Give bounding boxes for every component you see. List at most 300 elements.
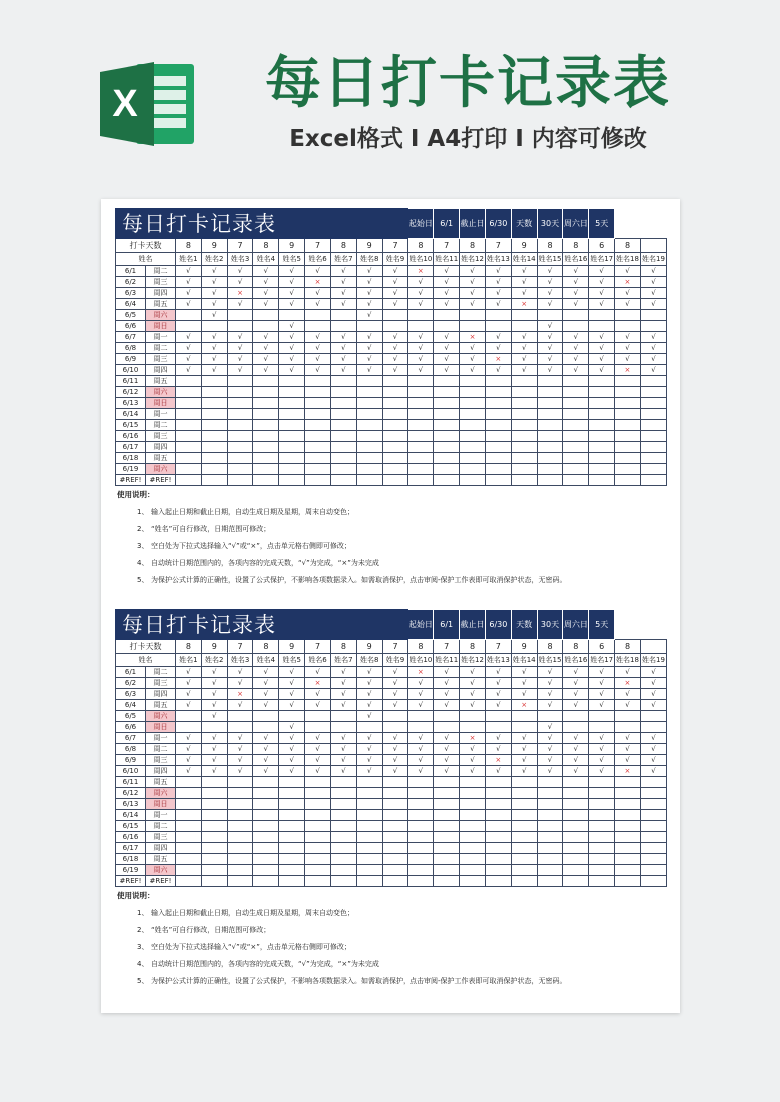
check-cell[interactable] <box>305 832 331 843</box>
check-cell[interactable]: √ <box>589 733 615 744</box>
check-cell[interactable] <box>201 376 227 387</box>
check-cell[interactable]: √ <box>330 678 356 689</box>
check-cell[interactable]: √ <box>305 744 331 755</box>
check-cell[interactable] <box>227 387 253 398</box>
check-cell[interactable] <box>253 821 279 832</box>
check-cell[interactable]: √ <box>563 678 589 689</box>
check-cell[interactable] <box>563 409 589 420</box>
check-cell[interactable]: √ <box>330 332 356 343</box>
check-cell[interactable] <box>460 854 486 865</box>
check-cell[interactable] <box>408 722 434 733</box>
check-cell[interactable] <box>615 420 641 431</box>
check-cell[interactable] <box>615 777 641 788</box>
check-cell[interactable]: √ <box>227 365 253 376</box>
check-cell[interactable]: × <box>227 689 253 700</box>
check-cell[interactable]: √ <box>227 277 253 288</box>
check-cell[interactable] <box>615 321 641 332</box>
check-cell[interactable] <box>279 409 305 420</box>
check-cell[interactable] <box>330 464 356 475</box>
check-cell[interactable] <box>279 442 305 453</box>
check-cell[interactable] <box>537 843 563 854</box>
check-cell[interactable] <box>640 821 666 832</box>
check-cell[interactable] <box>408 821 434 832</box>
check-cell[interactable] <box>589 854 615 865</box>
check-cell[interactable]: √ <box>485 266 511 277</box>
check-cell[interactable] <box>615 409 641 420</box>
check-cell[interactable] <box>589 865 615 876</box>
check-cell[interactable] <box>176 420 202 431</box>
check-cell[interactable] <box>227 453 253 464</box>
check-cell[interactable] <box>485 722 511 733</box>
check-cell[interactable]: √ <box>330 365 356 376</box>
check-cell[interactable]: √ <box>330 755 356 766</box>
check-cell[interactable] <box>434 409 460 420</box>
check-cell[interactable] <box>279 876 305 887</box>
check-cell[interactable] <box>408 788 434 799</box>
check-cell[interactable] <box>511 453 537 464</box>
check-cell[interactable]: √ <box>615 733 641 744</box>
check-cell[interactable]: √ <box>176 766 202 777</box>
check-cell[interactable] <box>615 821 641 832</box>
check-cell[interactable] <box>330 387 356 398</box>
check-cell[interactable]: √ <box>563 354 589 365</box>
check-cell[interactable]: √ <box>227 667 253 678</box>
check-cell[interactable] <box>253 398 279 409</box>
check-cell[interactable]: √ <box>615 343 641 354</box>
check-cell[interactable]: √ <box>640 689 666 700</box>
check-cell[interactable] <box>176 810 202 821</box>
check-cell[interactable] <box>279 475 305 486</box>
check-cell[interactable] <box>640 376 666 387</box>
check-cell[interactable] <box>434 475 460 486</box>
name-cell[interactable]: 姓名15 <box>537 654 563 667</box>
check-cell[interactable]: × <box>615 277 641 288</box>
check-cell[interactable]: √ <box>253 733 279 744</box>
check-cell[interactable]: √ <box>485 689 511 700</box>
check-cell[interactable] <box>563 799 589 810</box>
check-cell[interactable] <box>537 876 563 887</box>
check-cell[interactable] <box>537 409 563 420</box>
check-cell[interactable] <box>485 321 511 332</box>
check-cell[interactable]: √ <box>460 299 486 310</box>
check-cell[interactable] <box>589 832 615 843</box>
check-cell[interactable]: √ <box>589 277 615 288</box>
check-cell[interactable] <box>511 398 537 409</box>
check-cell[interactable] <box>408 854 434 865</box>
check-cell[interactable] <box>537 821 563 832</box>
check-cell[interactable] <box>305 788 331 799</box>
check-cell[interactable] <box>434 711 460 722</box>
check-cell[interactable]: × <box>408 266 434 277</box>
check-cell[interactable]: √ <box>253 299 279 310</box>
check-cell[interactable] <box>563 464 589 475</box>
check-cell[interactable] <box>408 409 434 420</box>
check-cell[interactable]: × <box>460 733 486 744</box>
check-cell[interactable]: √ <box>356 733 382 744</box>
check-cell[interactable] <box>227 821 253 832</box>
check-cell[interactable]: √ <box>434 678 460 689</box>
check-cell[interactable] <box>589 420 615 431</box>
check-cell[interactable]: √ <box>434 266 460 277</box>
check-cell[interactable]: √ <box>356 277 382 288</box>
check-cell[interactable]: √ <box>589 700 615 711</box>
check-cell[interactable]: √ <box>227 266 253 277</box>
check-cell[interactable]: √ <box>485 343 511 354</box>
check-cell[interactable] <box>485 832 511 843</box>
check-cell[interactable]: √ <box>408 277 434 288</box>
check-cell[interactable] <box>356 799 382 810</box>
check-cell[interactable] <box>589 442 615 453</box>
check-cell[interactable]: √ <box>511 332 537 343</box>
check-cell[interactable]: √ <box>201 343 227 354</box>
check-cell[interactable]: √ <box>305 288 331 299</box>
check-cell[interactable]: √ <box>201 744 227 755</box>
check-cell[interactable]: √ <box>305 755 331 766</box>
check-cell[interactable]: √ <box>563 700 589 711</box>
check-cell[interactable] <box>305 843 331 854</box>
check-cell[interactable] <box>615 310 641 321</box>
name-cell[interactable]: 姓名10 <box>408 253 434 266</box>
check-cell[interactable] <box>176 865 202 876</box>
name-cell[interactable]: 姓名11 <box>434 654 460 667</box>
check-cell[interactable] <box>434 832 460 843</box>
check-cell[interactable]: √ <box>382 288 408 299</box>
check-cell[interactable] <box>589 799 615 810</box>
check-cell[interactable] <box>408 876 434 887</box>
name-cell[interactable]: 姓名12 <box>460 253 486 266</box>
check-cell[interactable] <box>511 321 537 332</box>
check-cell[interactable] <box>408 810 434 821</box>
check-cell[interactable] <box>485 387 511 398</box>
check-cell[interactable]: × <box>485 755 511 766</box>
check-cell[interactable]: √ <box>640 365 666 376</box>
check-cell[interactable] <box>227 398 253 409</box>
check-cell[interactable]: √ <box>356 332 382 343</box>
name-cell[interactable]: 姓名2 <box>201 253 227 266</box>
check-cell[interactable]: √ <box>537 354 563 365</box>
name-cell[interactable]: 姓名7 <box>330 654 356 667</box>
check-cell[interactable] <box>330 722 356 733</box>
check-cell[interactable] <box>253 832 279 843</box>
check-cell[interactable]: √ <box>640 354 666 365</box>
check-cell[interactable] <box>589 321 615 332</box>
check-cell[interactable] <box>382 431 408 442</box>
check-cell[interactable]: √ <box>563 299 589 310</box>
check-cell[interactable] <box>330 431 356 442</box>
check-cell[interactable] <box>279 843 305 854</box>
check-cell[interactable]: √ <box>640 277 666 288</box>
check-cell[interactable] <box>201 431 227 442</box>
check-cell[interactable] <box>201 843 227 854</box>
check-cell[interactable] <box>227 420 253 431</box>
check-cell[interactable]: √ <box>537 766 563 777</box>
check-cell[interactable]: √ <box>563 266 589 277</box>
check-cell[interactable]: √ <box>330 266 356 277</box>
check-cell[interactable]: √ <box>537 744 563 755</box>
check-cell[interactable]: √ <box>356 766 382 777</box>
check-cell[interactable] <box>227 810 253 821</box>
check-cell[interactable]: √ <box>176 343 202 354</box>
check-cell[interactable] <box>305 777 331 788</box>
check-cell[interactable]: √ <box>356 711 382 722</box>
check-cell[interactable] <box>176 321 202 332</box>
check-cell[interactable]: √ <box>408 700 434 711</box>
check-cell[interactable] <box>434 387 460 398</box>
check-cell[interactable]: √ <box>460 667 486 678</box>
check-cell[interactable]: √ <box>305 766 331 777</box>
check-cell[interactable] <box>253 722 279 733</box>
check-cell[interactable]: √ <box>589 354 615 365</box>
check-cell[interactable] <box>615 799 641 810</box>
check-cell[interactable] <box>511 711 537 722</box>
check-cell[interactable] <box>460 876 486 887</box>
check-cell[interactable] <box>563 431 589 442</box>
check-cell[interactable]: √ <box>511 288 537 299</box>
check-cell[interactable] <box>434 398 460 409</box>
name-cell[interactable]: 姓名12 <box>460 654 486 667</box>
check-cell[interactable] <box>434 799 460 810</box>
check-cell[interactable] <box>460 310 486 321</box>
check-cell[interactable] <box>434 420 460 431</box>
check-cell[interactable] <box>201 453 227 464</box>
check-cell[interactable] <box>408 777 434 788</box>
check-cell[interactable] <box>201 788 227 799</box>
check-cell[interactable]: √ <box>460 744 486 755</box>
check-cell[interactable] <box>511 409 537 420</box>
check-cell[interactable]: √ <box>511 365 537 376</box>
check-cell[interactable]: √ <box>330 700 356 711</box>
check-cell[interactable] <box>201 876 227 887</box>
check-cell[interactable] <box>279 711 305 722</box>
check-cell[interactable]: √ <box>615 354 641 365</box>
check-cell[interactable]: √ <box>511 733 537 744</box>
check-cell[interactable] <box>537 376 563 387</box>
check-cell[interactable]: √ <box>589 744 615 755</box>
check-cell[interactable]: √ <box>485 288 511 299</box>
check-cell[interactable] <box>227 777 253 788</box>
check-cell[interactable] <box>330 832 356 843</box>
check-cell[interactable]: √ <box>615 755 641 766</box>
check-cell[interactable]: √ <box>176 689 202 700</box>
check-cell[interactable] <box>408 387 434 398</box>
check-cell[interactable] <box>640 810 666 821</box>
check-cell[interactable]: √ <box>615 700 641 711</box>
check-cell[interactable] <box>176 777 202 788</box>
check-cell[interactable]: √ <box>511 689 537 700</box>
check-cell[interactable]: √ <box>330 354 356 365</box>
check-cell[interactable] <box>615 464 641 475</box>
check-cell[interactable] <box>201 722 227 733</box>
name-cell[interactable]: 姓名13 <box>485 253 511 266</box>
check-cell[interactable] <box>408 310 434 321</box>
check-cell[interactable] <box>615 722 641 733</box>
check-cell[interactable] <box>253 420 279 431</box>
check-cell[interactable] <box>589 453 615 464</box>
name-cell[interactable]: 姓名4 <box>253 654 279 667</box>
check-cell[interactable]: √ <box>227 755 253 766</box>
check-cell[interactable] <box>330 711 356 722</box>
check-cell[interactable]: √ <box>382 354 408 365</box>
check-cell[interactable]: √ <box>201 266 227 277</box>
check-cell[interactable] <box>563 711 589 722</box>
check-cell[interactable]: √ <box>253 277 279 288</box>
check-cell[interactable]: √ <box>330 667 356 678</box>
check-cell[interactable] <box>279 398 305 409</box>
check-cell[interactable]: √ <box>201 310 227 321</box>
check-cell[interactable]: √ <box>537 266 563 277</box>
check-cell[interactable]: √ <box>330 744 356 755</box>
check-cell[interactable] <box>253 865 279 876</box>
check-cell[interactable]: √ <box>356 689 382 700</box>
check-cell[interactable]: √ <box>279 722 305 733</box>
check-cell[interactable] <box>176 431 202 442</box>
check-cell[interactable] <box>615 711 641 722</box>
check-cell[interactable] <box>279 420 305 431</box>
check-cell[interactable] <box>305 865 331 876</box>
check-cell[interactable] <box>537 832 563 843</box>
name-cell[interactable]: 姓名8 <box>356 253 382 266</box>
check-cell[interactable] <box>176 409 202 420</box>
check-cell[interactable]: √ <box>227 332 253 343</box>
check-cell[interactable] <box>537 777 563 788</box>
check-cell[interactable]: √ <box>485 744 511 755</box>
check-cell[interactable] <box>227 475 253 486</box>
check-cell[interactable]: √ <box>305 733 331 744</box>
check-cell[interactable] <box>434 865 460 876</box>
check-cell[interactable] <box>305 431 331 442</box>
check-cell[interactable]: √ <box>382 766 408 777</box>
check-cell[interactable] <box>408 711 434 722</box>
check-cell[interactable] <box>330 310 356 321</box>
check-cell[interactable] <box>589 464 615 475</box>
check-cell[interactable]: √ <box>356 755 382 766</box>
check-cell[interactable] <box>563 475 589 486</box>
check-cell[interactable] <box>227 854 253 865</box>
check-cell[interactable]: √ <box>201 332 227 343</box>
check-cell[interactable] <box>201 777 227 788</box>
check-cell[interactable] <box>460 722 486 733</box>
check-cell[interactable]: √ <box>382 733 408 744</box>
check-cell[interactable]: √ <box>279 689 305 700</box>
check-cell[interactable] <box>408 453 434 464</box>
check-cell[interactable] <box>589 788 615 799</box>
name-cell[interactable]: 姓名5 <box>279 253 305 266</box>
check-cell[interactable] <box>201 865 227 876</box>
name-cell[interactable]: 姓名15 <box>537 253 563 266</box>
check-cell[interactable]: √ <box>434 277 460 288</box>
name-cell[interactable]: 姓名3 <box>227 654 253 667</box>
check-cell[interactable]: √ <box>434 667 460 678</box>
check-cell[interactable]: √ <box>408 689 434 700</box>
check-cell[interactable]: √ <box>408 332 434 343</box>
check-cell[interactable]: √ <box>640 288 666 299</box>
check-cell[interactable] <box>460 799 486 810</box>
check-cell[interactable]: √ <box>330 766 356 777</box>
check-cell[interactable] <box>485 799 511 810</box>
check-cell[interactable] <box>305 711 331 722</box>
check-cell[interactable]: √ <box>382 700 408 711</box>
check-cell[interactable] <box>201 420 227 431</box>
check-cell[interactable]: √ <box>253 689 279 700</box>
check-cell[interactable] <box>460 453 486 464</box>
check-cell[interactable]: √ <box>382 365 408 376</box>
check-cell[interactable] <box>330 843 356 854</box>
check-cell[interactable] <box>201 442 227 453</box>
check-cell[interactable] <box>434 442 460 453</box>
name-cell[interactable]: 姓名10 <box>408 654 434 667</box>
check-cell[interactable]: √ <box>227 766 253 777</box>
check-cell[interactable]: × <box>305 678 331 689</box>
name-cell[interactable]: 姓名3 <box>227 253 253 266</box>
check-cell[interactable] <box>615 854 641 865</box>
check-cell[interactable] <box>356 854 382 865</box>
check-cell[interactable] <box>176 821 202 832</box>
check-cell[interactable]: √ <box>485 678 511 689</box>
check-cell[interactable]: √ <box>279 667 305 678</box>
check-cell[interactable]: √ <box>615 744 641 755</box>
check-cell[interactable]: √ <box>176 755 202 766</box>
check-cell[interactable] <box>408 431 434 442</box>
check-cell[interactable] <box>201 387 227 398</box>
check-cell[interactable] <box>589 876 615 887</box>
check-cell[interactable]: √ <box>305 332 331 343</box>
check-cell[interactable] <box>382 398 408 409</box>
check-cell[interactable] <box>253 876 279 887</box>
check-cell[interactable]: √ <box>201 365 227 376</box>
check-cell[interactable] <box>511 431 537 442</box>
check-cell[interactable] <box>382 376 408 387</box>
check-cell[interactable] <box>460 832 486 843</box>
check-cell[interactable]: √ <box>589 266 615 277</box>
check-cell[interactable]: √ <box>201 678 227 689</box>
check-cell[interactable] <box>640 420 666 431</box>
check-cell[interactable] <box>485 821 511 832</box>
check-cell[interactable] <box>460 321 486 332</box>
check-cell[interactable]: × <box>615 365 641 376</box>
check-cell[interactable] <box>434 810 460 821</box>
check-cell[interactable]: √ <box>227 343 253 354</box>
check-cell[interactable]: √ <box>279 766 305 777</box>
check-cell[interactable] <box>253 810 279 821</box>
check-cell[interactable] <box>279 453 305 464</box>
check-cell[interactable]: √ <box>356 744 382 755</box>
check-cell[interactable]: √ <box>408 755 434 766</box>
check-cell[interactable]: √ <box>615 689 641 700</box>
check-cell[interactable] <box>356 475 382 486</box>
check-cell[interactable] <box>408 420 434 431</box>
check-cell[interactable] <box>356 398 382 409</box>
check-cell[interactable] <box>356 453 382 464</box>
check-cell[interactable] <box>460 810 486 821</box>
check-cell[interactable] <box>253 431 279 442</box>
check-cell[interactable] <box>305 398 331 409</box>
check-cell[interactable]: √ <box>589 766 615 777</box>
check-cell[interactable]: √ <box>330 299 356 310</box>
check-cell[interactable] <box>485 475 511 486</box>
check-cell[interactable] <box>330 442 356 453</box>
check-cell[interactable] <box>408 865 434 876</box>
check-cell[interactable] <box>563 722 589 733</box>
check-cell[interactable] <box>511 821 537 832</box>
check-cell[interactable] <box>640 832 666 843</box>
check-cell[interactable] <box>485 876 511 887</box>
check-cell[interactable] <box>201 821 227 832</box>
check-cell[interactable]: √ <box>201 667 227 678</box>
check-cell[interactable] <box>511 876 537 887</box>
check-cell[interactable]: √ <box>589 365 615 376</box>
check-cell[interactable]: √ <box>382 277 408 288</box>
check-cell[interactable]: √ <box>537 343 563 354</box>
